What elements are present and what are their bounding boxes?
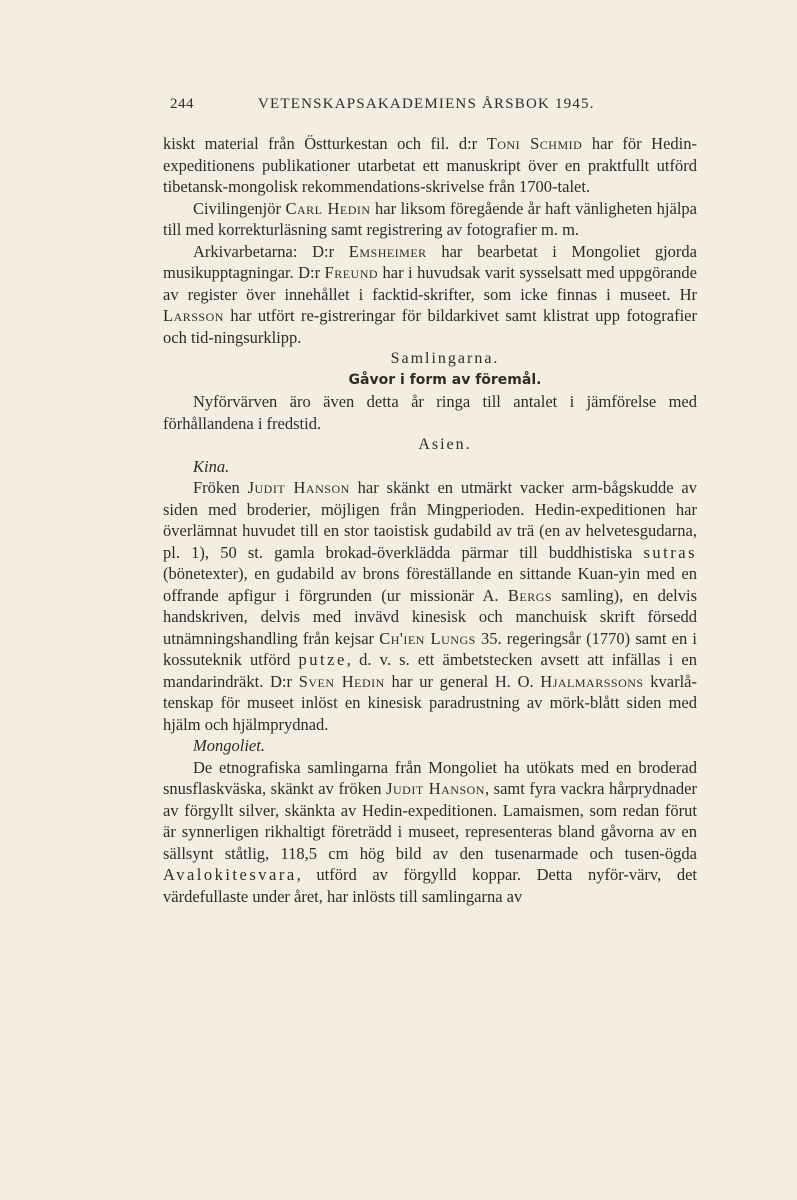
text-run: , samt fyra vackra hårprydnader av förgyllt silver, skänkta av Hedin-expeditionen. Lamaismen, som redan förut är synnerligen rikhaltigt företrädd i museet, representeras bland gåvorna av en sällsynt ståtlig, 118,5 cm hög bild av den tusenarmade och tusen-ögda — [163, 779, 697, 863]
text-run: har bearbetat i Mongoliet gjorda musikupptagningar. D:r — [163, 241, 697, 282]
paragraph-1 — [163, 133, 697, 198]
subsection-heading-gavor: Gåvor i form av föremål. — [348, 371, 542, 388]
subheading-kina: Kina. — [193, 456, 230, 476]
running-title: VETENSKAPSAKADEMIENS ÅRSBOK 1945. — [258, 96, 595, 112]
page-number: 244 — [170, 96, 194, 112]
text-run: har i huvudsak varit sysselsatt med uppgörande av register över innehållet i facktid-skrifter, som icke finnas i museet. Hr — [163, 263, 697, 304]
person-name: Judit Hanson — [247, 478, 350, 497]
paragraph-2 — [163, 198, 697, 241]
paragraph-4: Nyförvärven äro även detta år ringa till antalet i jämförelse med förhållandena i fredstid. — [163, 392, 697, 433]
page-body — [163, 133, 697, 907]
text-run: har ur general H. O. — [384, 671, 541, 691]
subheading-mongoliet: Mongoliet. — [193, 736, 265, 755]
text-run: 35. regeringsår (1770) samt en i kossuteknik utförd — [163, 628, 697, 669]
text-run: , utförd av förgylld koppar. Detta nyför-värv, det värdefullaste under året, har inlösts till samlingarna av — [163, 865, 697, 906]
text-run: kiskt material från Östturkestan och fil. d:r — [163, 134, 487, 153]
text-run: Arkivarbetarna: D:r — [193, 241, 349, 261]
paragraph-3 — [163, 241, 697, 349]
text-run: De etnografiska samlingarna från Mongoliet ha utökats med en broderad snusflaskväska, skänkt av fröken — [163, 757, 697, 798]
text-run: samling), en delvis handskriven, delvis med invävd kinesisk och manchuisk skrift försedd utnämningshandling från kejsar — [163, 585, 697, 648]
person-name: Bergs — [507, 585, 553, 605]
person-name: Emsheimer — [348, 241, 427, 261]
spaced-term: sutras — [643, 542, 697, 562]
spaced-term: Avalokitesvara — [163, 865, 297, 884]
text-run: Fröken — [193, 478, 248, 497]
section-heading-samlingarna: Samlingarna. — [390, 350, 500, 367]
person-name: Freund — [324, 263, 379, 282]
person-name: Sven Hedin — [298, 671, 385, 691]
person-name: Judit Hanson — [386, 779, 485, 798]
text-run: har liksom föregående år haft vänligheten hjälpa till med korrekturläsning samt registrering av fotografier m. m. — [163, 198, 697, 239]
text-run: har för Hedin-expeditionens publikationer utarbetat ett manuskript över en praktfullt utförd tibetansk-mongolisk rekommendations-skrivelse från 1700-talet. — [163, 134, 697, 196]
person-name: Hjalmarssons — [540, 671, 644, 691]
paragraph-6 — [163, 757, 697, 908]
spaced-term: putze — [298, 650, 347, 669]
text-run: , d. v. s. ett ämbetstecken avsett att infällas i en mandarindräkt. D:r — [163, 650, 697, 691]
paragraph-5 — [163, 477, 697, 735]
text-run: har utfört re-gistreringar för bildarkivet samt klistrat upp fotografier och tid-ningsurklipp. — [163, 306, 697, 347]
text-run: (bönetexter), en gudabild av brons föreställande en sittande Kuan-yin med en offrande apfigur i förgrunden (ur missionär A. — [163, 564, 697, 605]
text-run: Civilingenjör — [193, 198, 286, 218]
person-name: Ch'ien Lungs — [379, 628, 476, 648]
region-heading-asien: Asien. — [418, 436, 472, 453]
person-name: Carl Hedin — [285, 198, 371, 218]
text-run: har skänkt en utmärkt vacker arm-bågskudde av siden med broderier, möjligen från Mingperioden. Hedin-expeditionen har överlämnat huvudet till en stor taoistisk gudabild av trä (en av helvetesgudarna, pl. 1), 50 st. gamla brokad-överklädda pärmar till buddhistiska — [163, 478, 697, 562]
person-name: Larsson — [163, 306, 224, 325]
text-run: kvarlå-tenskap för museet inlöst en kinesisk paradrustning av mörk-blått siden med hjälm och hjälmprydnad. — [163, 671, 697, 734]
person-name: Toni Schmid — [486, 134, 583, 153]
